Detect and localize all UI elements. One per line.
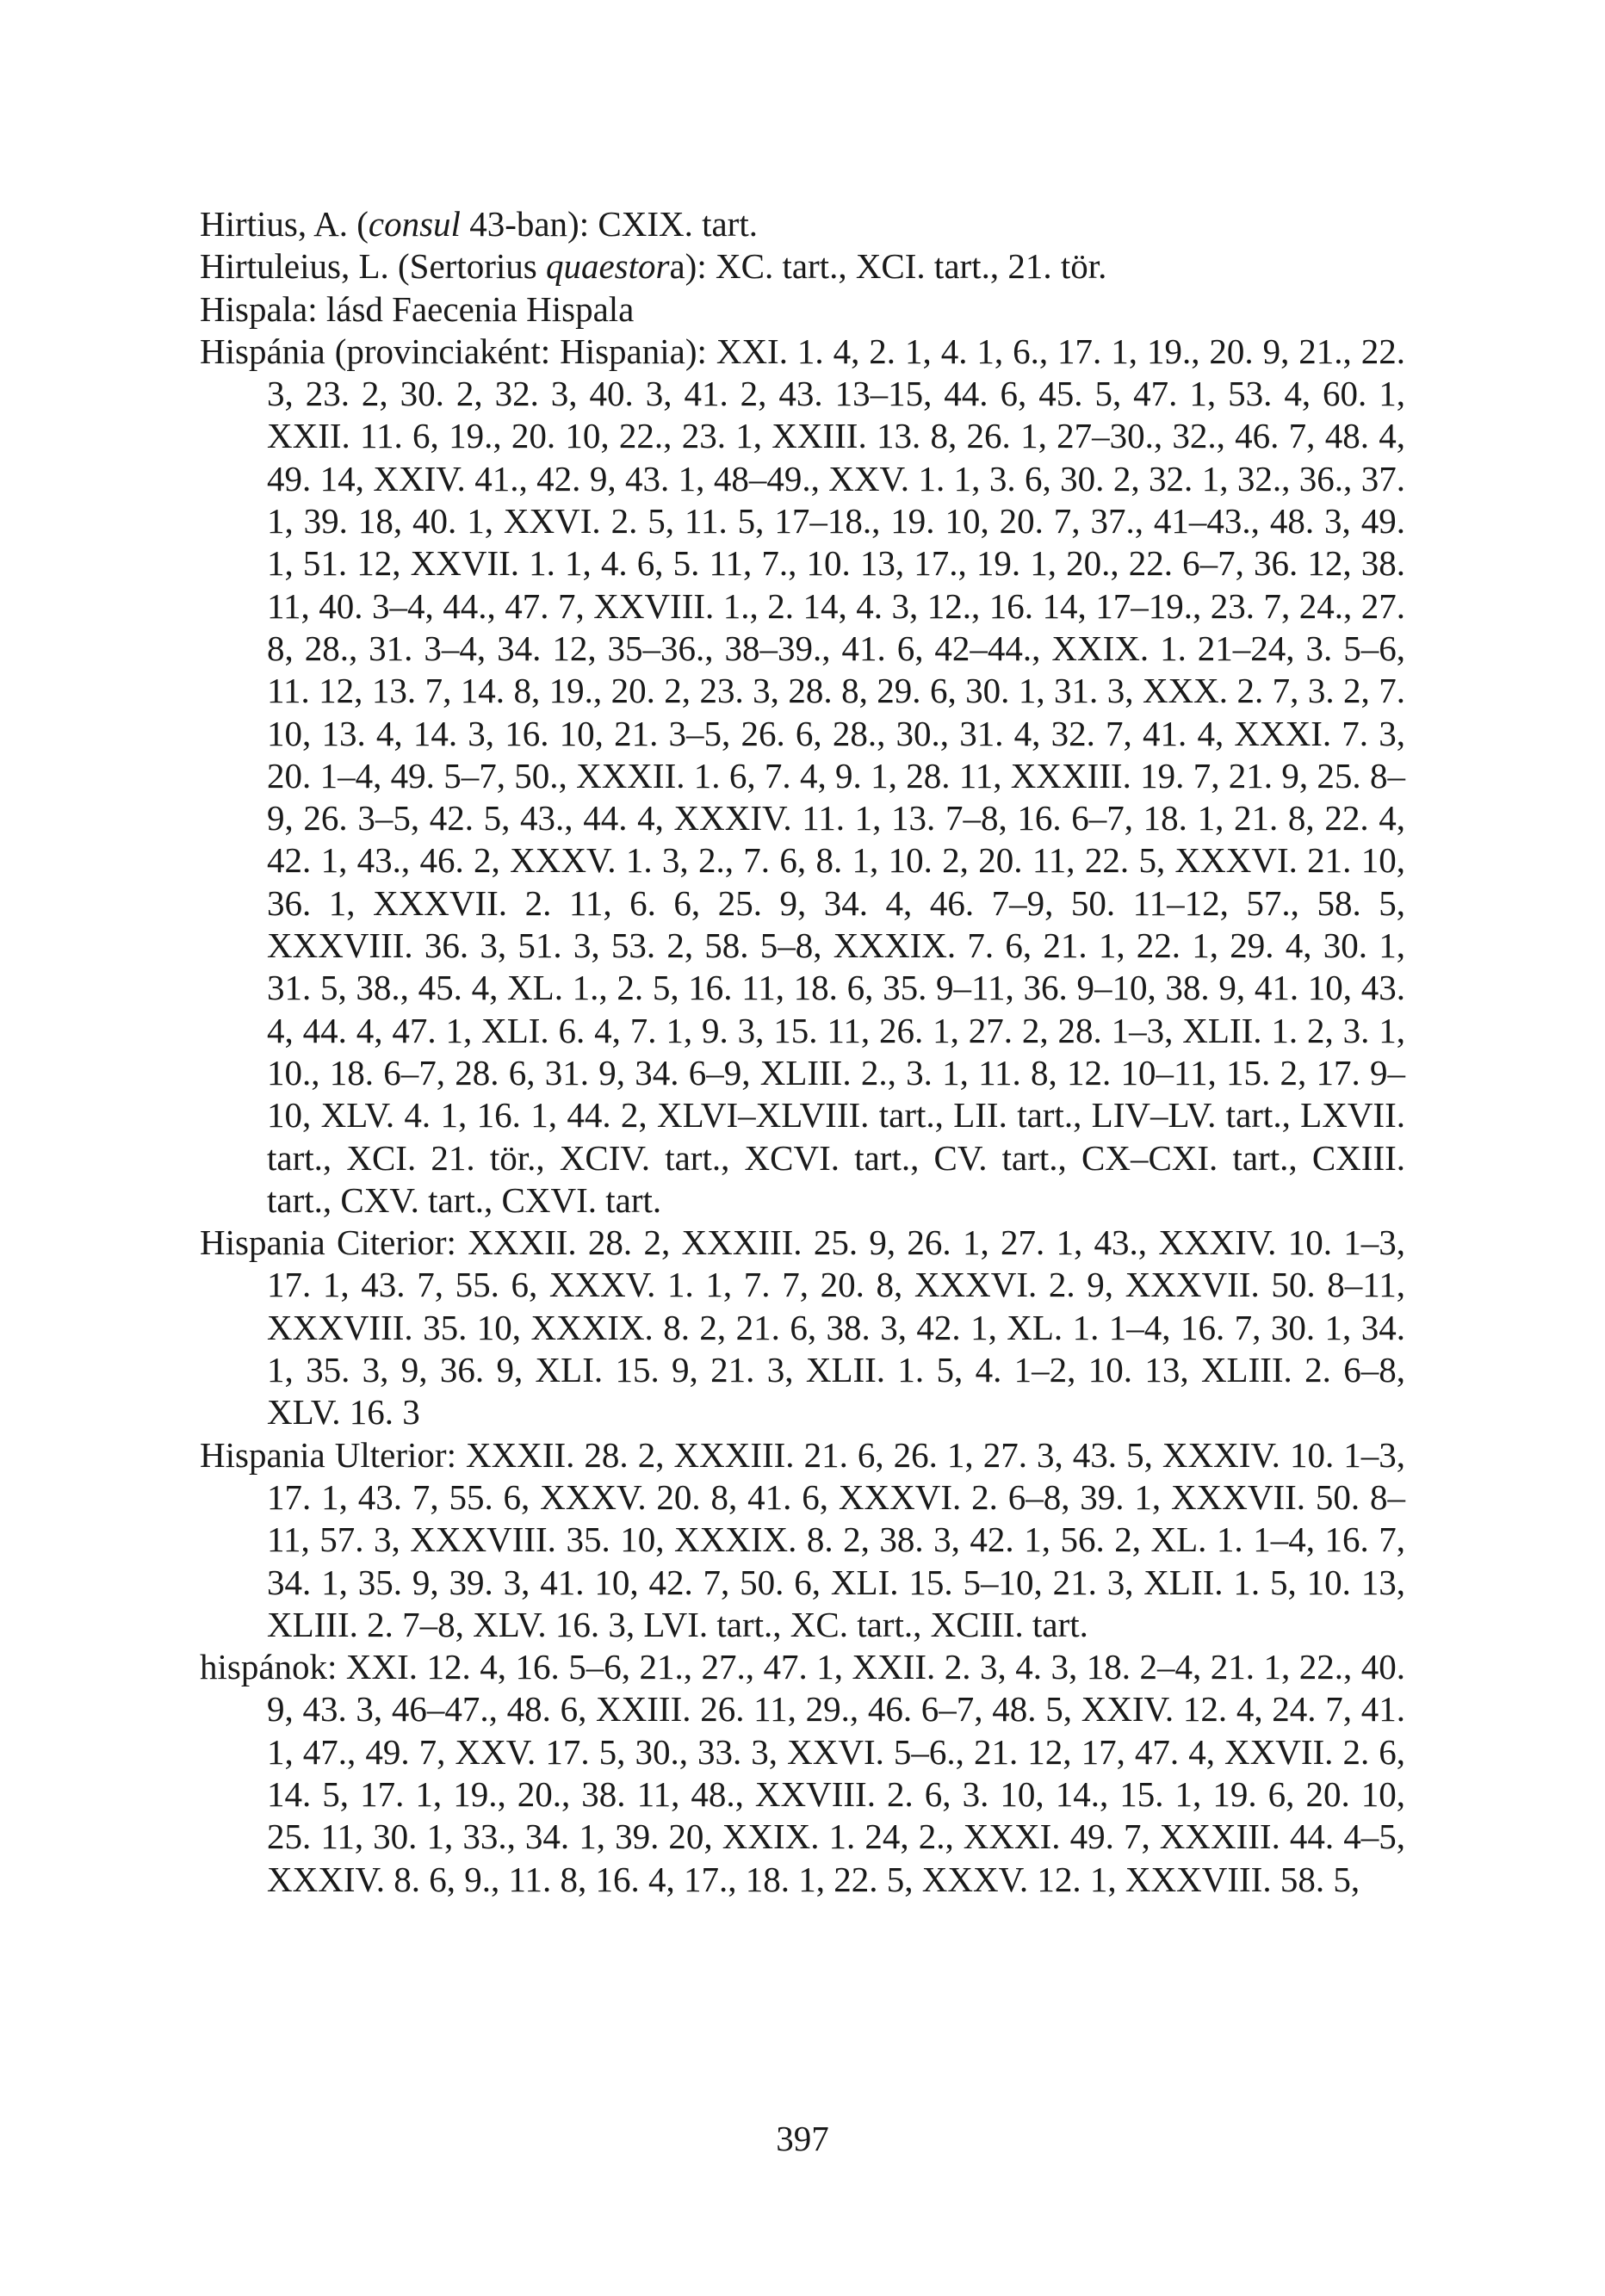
entry-references: XC. tart., XCI. tart., 21. tör. <box>706 246 1107 287</box>
entry-headword: hispánok: <box>200 1647 338 1687</box>
entry-references: XXI. 12. 4, 16. 5–6, 21., 27., 47. 1, XXII. 2. 3, 4. 3, 18. 2–4, 21. 1, 22., 40. 9, 43. 3, 46–47., 48. 6, XXIII. 26. 11, 29., 46. 6–7, 48. 5, XXIV. 12. 4, 24. 7, 41. 1, 47., 49. 7, XXV. 17. 5, 30., 33. 3, XXVI. 5–6., 21. 12, 17, 47. 4, XXVII. 2. 6, 14. 5, 17. 1, 19., 20., 38. 11, 48., XXVIII. 2. 6, 3. 10, 14., 15. 1, 19. 6, 20. 10, 25. 11, 30. 1, 33., 34. 1, 39. 20, XXIX. 1. 24, 2., XXXI. 49. 7, XXXIII. 44. 4–5, XXXIV. 8. 6, 9., 11. 8, 16. 4, 17., 18. 1, 22. 5, XXXV. 12. 1, XXXVIII. 58. 5, <box>267 1647 1405 1899</box>
entry-headword-rest: a): <box>669 246 707 287</box>
entry-references: XXI. 1. 4, 2. 1, 4. 1, 6., 17. 1, 19., 20. 9, 21., 22. 3, 23. 2, 30. 2, 32. 3, 40. 3, 41. 2, 43. 13–15, 44. 6, 45. 5, 47. 1, 53. 4, 60. 1, XXII. 11. 6, 19., 20. 10, 22., 23. 1, XXIII. 13. 8, 26. 1, 27–30., 32., 46. 7, 48. 4, 49. 14, XXIV. 41., 42. 9, 43. 1, 48–49., XXV. 1. 1, 3. 6, 30. 2, 32. 1, 32., 36., 37. 1, 39. 18, 40. 1, XXVI. 2. 5, 11. 5, 17–18., 19. 10, 20. 7, 37., 41–43., 48. 3, 49. 1, 51. 12, XXVII. 1. 1, 4. 6, 5. 11, 7., 10. 13, 17., 19. 1, 20., 22. 6–7, 36. 12, 38. 11, 40. 3–4, 44., 47. 7, XXVIII. 1., 2. 14, 4. 3, 12., 16. 14, 17–19., 23. 7, 24., 27. 8, 28., 31. 3–4, 34. 12, 35–36., 38–39., 41. 6, 42–44., XXIX. 1. 21–24, 3. 5–6, 11. 12, 13. 7, 14. 8, 19., 20. 2, 23. 3, 28. 8, 29. 6, 30. 1, 31. 3, XXX. 2. 7, 3. 2, 7. 10, 13. 4, 14. 3, 16. 10, 21. 3–5, 26. 6, 28., 30., 31. 4, 32. 7, 41. 4, XXXI. 7. 3, 20. 1–4, 49. 5–7, 50., XXXII. 1. 6, 7. 4, 9. 1, 28. 11, XXXIII. 19. 7, 21. 9, 25. 8–9, 26. 3–5, 42. 5, 43., 44. 4, XXXIV. 11. 1, 13. 7–8, 16. 6–7, 18. 1, 21. 8, 22. 4, 42. 1, 43., 46. 2, XXXV. 1. 3, 2., 7. 6, 8. 1, 10. 2, 20. 11, 22. 5, XXXVI. 21. 10, 36. 1, XXXVII. 2. 11, 6. 6, 25. 9, 34. 4, 46. 7–9, 50. 11–12, 57., 58. 5, XXXVIII. 36. 3, 51. 3, 53. 2, 58. 5–8, XXXIX. 7. 6, 21. 1, 22. 1, 29. 4, 30. 1, 31. 5, 38., 45. 4, XL. 1., 2. 5, 16. 11, 18. 6, 35. 9–11, 36. 9–10, 38. 9, 41. 10, 43. 4, 44. 4, 47. 1, XLI. 6. 4, 7. 1, 9. 3, 15. 11, 26. 1, 27. 2, 28. 1–3, XLII. 1. 2, 3. 1, 10., 18. 6–7, 28. 6, 31. 9, 34. 6–9, XLIII. 2., 3. 1, 11. 8, 12. 10–11, 15. 2, 17. 9–10, XLV. 4. 1, 16. 1, 44. 2, XLVI–XLVIII. tart., LII. tart., LIV–LV. tart., LXVII. tart., XCI. 21. tör., XCIV. tart., XCVI. tart., CV. tart., CX–CXI. tart., CXIII. tart., CXV. tart., CXVI. tart. <box>267 331 1405 1220</box>
index-entry-hirtius <box>200 203 1405 245</box>
entry-references: XXXII. 28. 2, XXXIII. 25. 9, 26. 1, 27. 1, 43., XXXIV. 10. 1–3, 17. 1, 43. 7, 55. 6, XXXV. 1. 1, 7. 7, 20. 8, XXXVI. 2. 9, XXXVII. 50. 8–11, XXXVIII. 35. 10, XXXIX. 8. 2, 21. 6, 38. 3, 42. 1, XL. 1. 1–4, 16. 7, 30. 1, 34. 1, 35. 3, 9, 36. 9, XLI. 15. 9, 21. 3, XLII. 1. 5, 4. 1–2, 10. 13, XLIII. 2. 6–8, XLV. 16. 3 <box>267 1222 1405 1433</box>
index-entry-hispania <box>200 331 1405 1222</box>
entry-references: lásd Faecenia Hispala <box>317 288 635 329</box>
index-entry-hispala <box>200 288 1405 331</box>
entry-headword: Hirtuleius, L. (Sertorius <box>200 246 546 287</box>
entry-headword-italic: consul <box>368 204 461 244</box>
entry-references: CXIX. tart. <box>589 204 758 244</box>
index-entries <box>200 203 1405 1901</box>
entry-headword: Hispania Ulterior: <box>200 1434 456 1475</box>
page-number: 397 <box>776 2119 829 2158</box>
index-entry-hispania-citerior <box>200 1222 1405 1433</box>
entry-headword: Hirtius, A. ( <box>200 204 369 244</box>
entry-headword-italic: quaestor <box>545 246 670 287</box>
entry-headword: Hispala: <box>200 288 318 329</box>
entry-headword-rest: 43-ban): <box>460 204 590 244</box>
index-entry-hirtuleius <box>200 245 1405 288</box>
entry-references: XXXII. 28. 2, XXXIII. 21. 6, 26. 1, 27. 3, 43. 5, XXXIV. 10. 1–3, 17. 1, 43. 7, 55. 6, XXXV. 20. 8, 41. 6, XXXVI. 2. 6–8, 39. 1, XXXVII. 50. 8–11, 57. 3, XXXVIII. 35. 10, XXXIX. 8. 2, 38. 3, 42. 1, 56. 2, XL. 1. 1–4, 16. 7, 34. 1, 35. 9, 39. 3, 41. 10, 42. 7, 50. 6, XLI. 15. 5–10, 21. 3, XLII. 1. 5, 10. 13, XLIII. 2. 7–8, XLV. 16. 3, LVI. tart., XC. tart., XCIII. tart. <box>267 1434 1405 1644</box>
entry-headword: Hispania Citerior: <box>200 1222 456 1263</box>
index-entry-hispania-ulterior <box>200 1434 1405 1646</box>
entry-headword: Hispánia (provinciaként: Hispania): <box>200 331 707 371</box>
index-entry-hispanok <box>200 1646 1405 1901</box>
